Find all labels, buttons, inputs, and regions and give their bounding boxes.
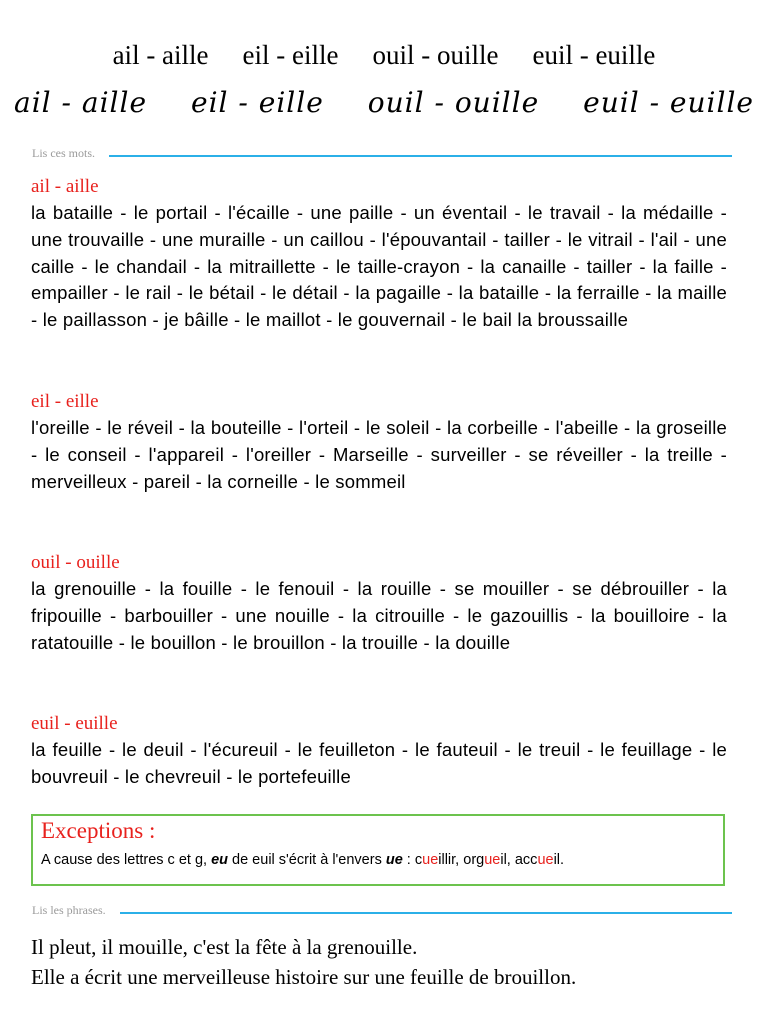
section-eil	[31, 391, 727, 495]
section-ail	[31, 176, 727, 334]
word-list: la bataille - le portail - l'écaille - une paille - un éventail - le travail - la médaille - une trouvaille - une muraille - un caillou - l'épouvantail - tailler - le vitrail - l'ail - une caille - le chandail - la mitraillette - le taille-crayon - la canaille - tailler - la faille - empailler - le rail - le bétail - le détail - la pagaille - la bataille - la ferraille - la maille - le paillasson - je bâille - le maillot - le gouvernail - le bail la broussaille	[31, 202, 727, 331]
divider-line	[109, 155, 732, 157]
exceptions-box	[31, 814, 725, 886]
title-print	[0, 40, 768, 71]
title-print-eil: eil - eille	[242, 40, 339, 70]
words-divider	[32, 146, 732, 161]
exceptions-text	[41, 852, 564, 868]
title-cursive-ouil: ouil - ouille	[367, 86, 540, 119]
title-print-euil: euil - euille	[532, 40, 656, 70]
exc-eu: eu	[211, 852, 228, 868]
sentences-divider	[32, 903, 732, 918]
title-cursive	[0, 86, 768, 119]
exc-word: orgueil,	[463, 852, 515, 868]
section-title: eil - eille	[31, 391, 99, 412]
exc-ue: ue	[385, 852, 403, 868]
sentences	[31, 932, 576, 992]
exc-part: :	[402, 852, 415, 868]
word-list: la grenouille - la fouille - le fenouil - la rouille - se mouiller - se débrouiller - la fripouille - barbouiller - une nouille - la citrouille - le gazouillis - la bouilloire - la ratatouille - le bouillon - le brouillon - la trouille - la douille	[31, 578, 727, 653]
words-label: Lis ces mots.	[32, 146, 95, 160]
divider-line	[120, 912, 732, 914]
section-title: ouil - ouille	[31, 552, 120, 573]
title-cursive-eil: eil - eille	[191, 86, 324, 119]
exc-word: accueil.	[514, 852, 565, 868]
title-cursive-ail: ail - aille	[14, 86, 148, 119]
section-ouil	[31, 552, 727, 656]
exc-part: de euil s'écrit à l'envers	[228, 852, 386, 868]
title-print-ouil: ouil - ouille	[372, 40, 499, 70]
section-euil	[31, 713, 727, 791]
exc-part: A cause des lettres c et g,	[41, 852, 212, 868]
title-print-ail: ail - aille	[112, 40, 209, 70]
exc-word: cueillir,	[414, 852, 464, 868]
sentence-2: Elle a écrit une merveilleuse histoire sur une feuille de brouillon.	[31, 965, 577, 989]
section-title: euil - euille	[31, 713, 118, 734]
sentences-label: Lis les phrases.	[32, 903, 106, 917]
word-list: la feuille - le deuil - l'écureuil - le feuilleton - le fauteuil - le treuil - le feuillage - le bouvreuil - le chevreuil - le portefeuille	[31, 739, 727, 787]
exceptions-title: Exceptions :	[41, 818, 156, 843]
section-title: ail - aille	[31, 176, 99, 197]
word-list: l'oreille - le réveil - la bouteille - l'orteil - le soleil - la corbeille - l'abeille - la groseille - le conseil - l'appareil - l'oreiller - Marseille - surveiller - se réveiller - la treille - merveilleux - pareil - la corneille - le sommeil	[31, 417, 727, 492]
sentence-1: Il pleut, il mouille, c'est la fête à la grenouille.	[31, 935, 418, 959]
title-cursive-euil: euil - euille	[583, 86, 754, 119]
